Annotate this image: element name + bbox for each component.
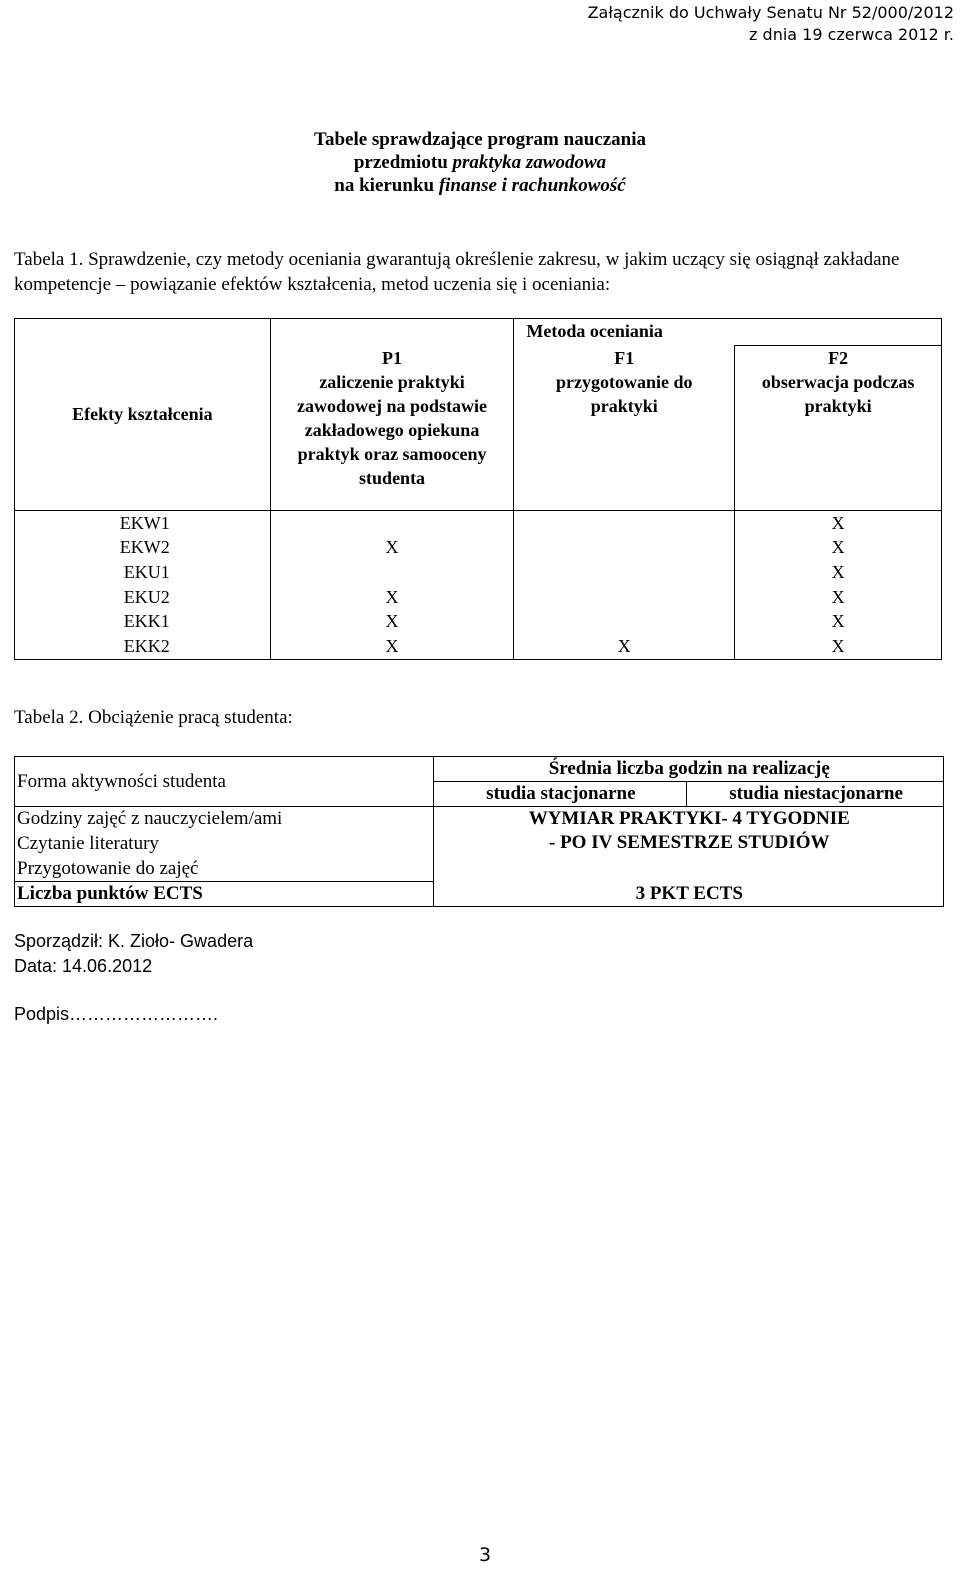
header-nonstationary: studia niestacjonarne — [687, 782, 944, 807]
annex-header — [434, 2, 954, 46]
mark-f2: X — [735, 585, 942, 610]
practice-scope-line-1: WYMIAR PRAKTYKI- 4 TYGODNIE — [528, 808, 850, 829]
mark-f2: X — [735, 609, 942, 634]
mark-f2: X — [735, 560, 942, 585]
workload-table — [14, 756, 944, 907]
title-line-3 — [0, 174, 960, 197]
mark-p1 — [270, 511, 514, 536]
method-p1-desc: zaliczenie praktyki zawodowej na podstawie zakładowego opiekuna praktyk oraz samooceny studenta — [297, 371, 488, 488]
mark-f1 — [514, 536, 735, 561]
document-title — [0, 128, 960, 197]
table-row — [15, 634, 942, 659]
mark-f2: X — [735, 511, 942, 536]
header-activity-label: Forma aktywności studenta — [17, 770, 226, 792]
practice-scope-line-2: - PO IV SEMESTRZE STUDIÓW — [549, 832, 830, 853]
prepared-by: Sporządził: K. Zioło- Gwadera — [14, 931, 254, 951]
effect-eku2: EKU2 — [15, 585, 271, 610]
header-activity — [15, 757, 434, 807]
ects-label: Liczba punktów ECTS — [15, 882, 434, 907]
method-f2-code: F2 — [828, 348, 849, 368]
mark-f2: X — [735, 536, 942, 561]
header-stationary: studia stacjonarne — [433, 782, 687, 807]
date: Data: 14.06.2012 — [14, 956, 153, 976]
header-hours: Średnia liczba godzin na realizację — [433, 757, 944, 782]
table-row — [15, 511, 942, 536]
activity-contact-hours: Godziny zajęć z nauczycielem/ami — [15, 807, 434, 832]
title-line-2 — [0, 151, 960, 174]
ects-value: 3 PKT ECTS — [433, 882, 944, 907]
header-method-f2 — [735, 346, 942, 511]
mark-f2: X — [735, 634, 942, 659]
table1-caption: Tabela 1. Sprawdzenie, czy metody oceniania gwarantują określenie zakresu, w jakim uczący się osiągnął zakładane kompetencje – powiązanie efektów kształcenia, metod uczenia się i oceniania: — [14, 249, 900, 295]
mark-p1: X — [270, 536, 514, 561]
method-f1-desc: przygotowanie do praktyki — [556, 371, 693, 416]
table-row — [15, 609, 942, 634]
mark-f1 — [514, 560, 735, 585]
header-method-f1 — [514, 346, 735, 511]
title-line-3-prefix: na kierunku — [334, 175, 439, 196]
annex-line-2: z dnia 19 czerwca 2012 r. — [749, 25, 954, 44]
course-name: praktyka zawodowa — [452, 152, 607, 173]
title-line-2-prefix: przedmiotu — [353, 152, 453, 173]
signature-line: Podpis……………………. — [14, 1004, 219, 1024]
practice-scope — [433, 807, 944, 882]
effect-eku1: EKU1 — [15, 560, 271, 585]
page-number: 3 — [478, 1544, 492, 1566]
mark-p1: X — [270, 609, 514, 634]
mark-f1 — [514, 511, 735, 536]
header-group-method: Metoda oceniania — [514, 319, 942, 346]
annex-line-1: Załącznik do Uchwały Senatu Nr 52/000/2012 — [587, 3, 954, 22]
method-f2-desc: obserwacja podczas praktyki — [761, 372, 915, 416]
field-of-study: finanse i rachunkowość — [438, 175, 626, 196]
table2-caption: Tabela 2. Obciążenie pracą studenta: — [14, 707, 293, 728]
mark-f1 — [514, 609, 735, 634]
method-f1-code: F1 — [614, 347, 635, 368]
activity-preparation: Przygotowanie do zajęć — [15, 857, 434, 882]
assessment-methods-table — [14, 318, 942, 660]
effect-ekk1: EKK1 — [15, 609, 271, 634]
method-p1-code: P1 — [382, 347, 403, 368]
effect-ekk2: EKK2 — [15, 634, 271, 659]
mark-f1 — [514, 585, 735, 610]
mark-p1: X — [270, 634, 514, 659]
mark-p1 — [270, 560, 514, 585]
header-effects: Efekty kształcenia — [15, 319, 271, 511]
signature-block — [14, 929, 253, 1027]
activity-reading: Czytanie literatury — [15, 832, 434, 857]
table-row — [15, 536, 942, 561]
table-row — [15, 585, 942, 610]
effect-ekw2: EKW2 — [15, 536, 271, 561]
mark-f1: X — [514, 634, 735, 659]
mark-p1: X — [270, 585, 514, 610]
header-method-p1 — [270, 346, 514, 511]
effect-ekw1: EKW1 — [15, 511, 271, 536]
header-spacer — [270, 319, 514, 346]
table-row — [15, 560, 942, 585]
title-line-1: Tabele sprawdzające program nauczania — [314, 129, 646, 150]
